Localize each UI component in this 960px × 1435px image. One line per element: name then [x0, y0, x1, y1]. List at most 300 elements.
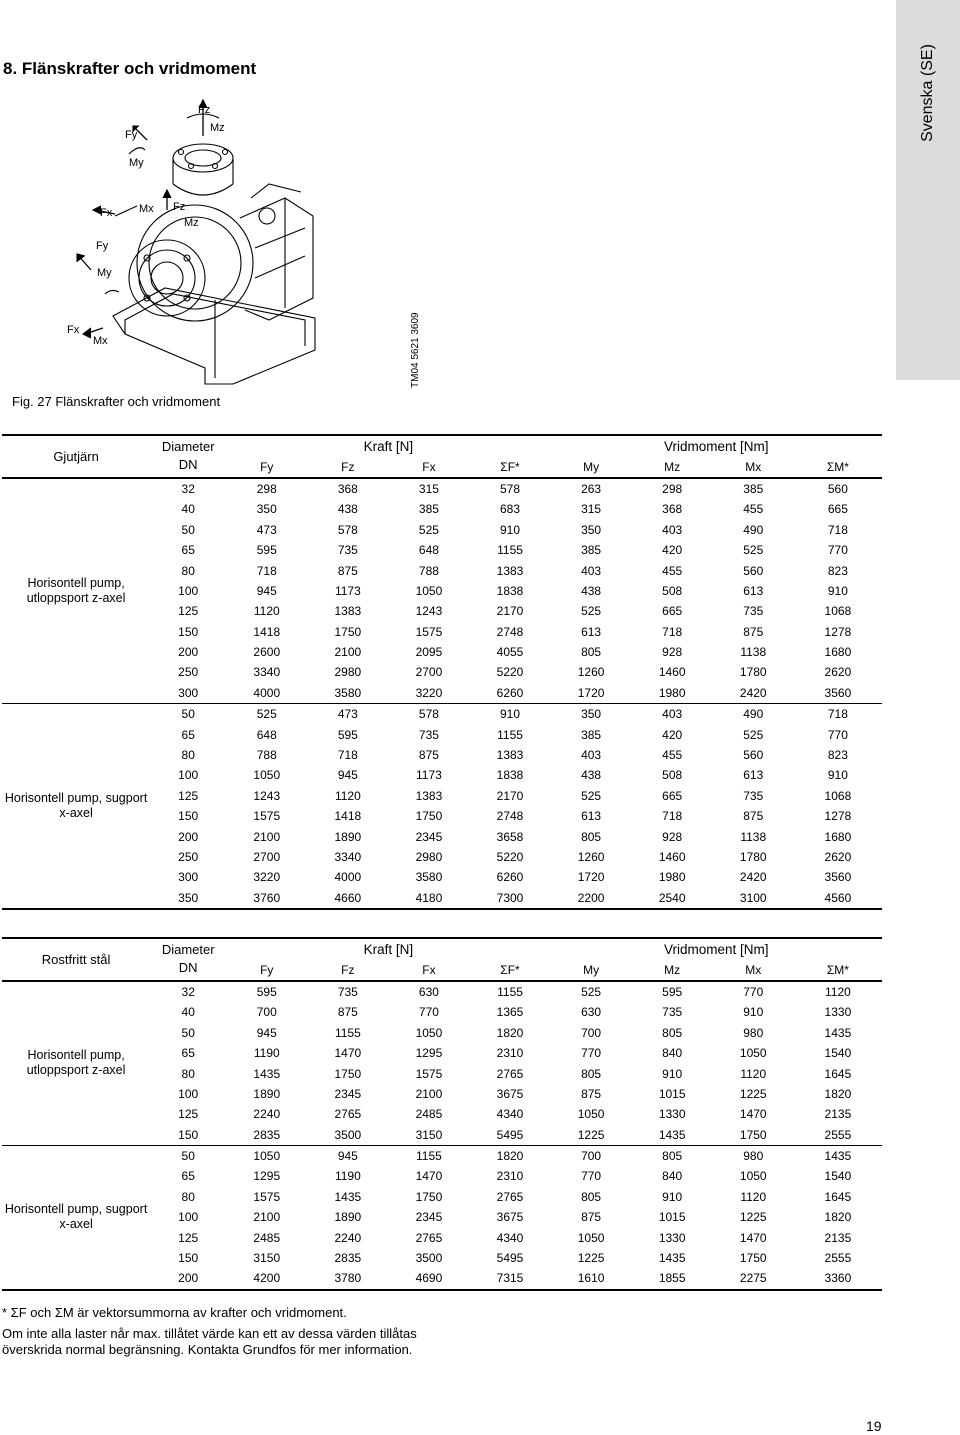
page-number: 19 — [866, 1418, 882, 1434]
value-cell: 4180 — [415, 890, 443, 905]
value-cell: 823 — [827, 748, 848, 763]
value-cell: 403 — [581, 748, 602, 763]
col-sum-m: ΣM* — [826, 962, 849, 977]
value-cell: 875 — [581, 1210, 602, 1225]
dn-cell: 250 — [178, 850, 199, 864]
value-cell: 1750 — [739, 1251, 767, 1266]
value-cell: 455 — [743, 502, 764, 517]
value-cell: 1330 — [824, 1005, 852, 1020]
value-cell: 1190 — [253, 1046, 280, 1061]
value-cell: 683 — [500, 502, 521, 517]
value-cell: 2980 — [415, 850, 443, 864]
value-cell: 2835 — [253, 1127, 281, 1142]
dn-cell: 200 — [178, 1271, 199, 1286]
value-cell: 1838 — [496, 583, 524, 598]
value-cell: 1155 — [416, 1149, 442, 1164]
col-mx: Mx — [745, 459, 762, 474]
value-cell: 1750 — [334, 624, 362, 639]
value-cell: 700 — [581, 1149, 602, 1164]
value-cell: 1435 — [658, 1127, 686, 1142]
value-cell: 1138 — [740, 645, 767, 660]
value-cell: 1750 — [415, 1189, 443, 1204]
dn-label: DN — [178, 960, 198, 976]
value-cell: 2100 — [253, 829, 281, 844]
value-cell: 560 — [743, 748, 764, 763]
value-cell: 1838 — [496, 768, 524, 783]
value-cell: 1435 — [658, 1251, 686, 1266]
value-cell: 525 — [581, 984, 602, 999]
value-cell: 1243 — [253, 788, 281, 803]
section-title: 8. Flänskrafter och vridmoment — [3, 59, 257, 78]
value-cell: 385 — [581, 543, 602, 558]
value-cell: 665 — [662, 604, 683, 619]
value-cell: 385 — [581, 727, 602, 742]
dn-cell: 80 — [181, 1066, 195, 1081]
value-cell: 525 — [743, 727, 764, 742]
value-cell: 840 — [662, 1169, 683, 1184]
value-cell: 2765 — [496, 1189, 524, 1204]
value-cell: 1383 — [496, 748, 524, 763]
value-cell: 613 — [743, 583, 764, 598]
value-cell: 1680 — [824, 829, 852, 844]
value-cell: 3658 — [496, 829, 524, 844]
dn-cell: 200 — [178, 829, 199, 844]
value-cell: 1780 — [739, 665, 767, 680]
suction-flange — [129, 240, 205, 316]
value-cell: 263 — [581, 481, 602, 496]
value-cell: 805 — [581, 829, 602, 844]
value-cell: 1418 — [253, 624, 281, 639]
value-cell: 1155 — [334, 1025, 361, 1040]
value-cell: 1470 — [739, 1230, 767, 1245]
label-mx-mid: Mx — [139, 203, 154, 215]
value-cell: 2555 — [824, 1251, 852, 1266]
value-cell: 438 — [581, 583, 602, 598]
value-cell: 3340 — [334, 850, 362, 864]
value-cell: 823 — [827, 563, 848, 578]
col-sum-f: ΣF* — [500, 459, 520, 474]
value-cell: 648 — [418, 543, 439, 558]
col-sum-f: ΣF* — [500, 962, 520, 977]
dn-cell: 200 — [178, 645, 199, 660]
value-cell: 1138 — [740, 829, 767, 844]
value-cell: 2100 — [334, 645, 362, 660]
value-cell: 1383 — [415, 788, 443, 803]
table-row — [2, 1145, 882, 1166]
value-cell: 735 — [743, 788, 764, 803]
label-mz-mid: Mz — [184, 217, 199, 229]
value-cell: 4000 — [253, 685, 281, 700]
value-cell: 770 — [743, 984, 764, 999]
value-cell: 560 — [743, 563, 764, 578]
dn-cell: 350 — [178, 890, 199, 905]
value-cell: 490 — [743, 707, 764, 722]
value-cell: 700 — [256, 1005, 277, 1020]
value-cell: 525 — [581, 604, 602, 619]
dn-cell: 80 — [181, 1189, 195, 1204]
value-cell: 1575 — [415, 624, 443, 639]
value-cell: 2310 — [496, 1169, 524, 1184]
value-cell: 1820 — [824, 1086, 852, 1101]
value-cell: 3360 — [824, 1271, 852, 1286]
dn-cell: 65 — [181, 1169, 195, 1184]
value-cell: 508 — [662, 768, 683, 783]
value-cell: 1820 — [496, 1149, 524, 1164]
label-my-bot: My — [97, 267, 112, 279]
dn-cell: 80 — [181, 748, 195, 763]
stainless-steel-table — [2, 937, 882, 1291]
dn-cell: 125 — [178, 1107, 199, 1122]
value-cell: 875 — [743, 624, 764, 639]
value-cell: 1575 — [415, 1066, 443, 1081]
value-cell: 3500 — [334, 1127, 362, 1142]
value-cell: 1050 — [739, 1169, 767, 1184]
dn-cell: 40 — [181, 502, 195, 517]
value-cell: 700 — [581, 1025, 602, 1040]
value-cell: 1435 — [253, 1066, 281, 1081]
value-cell: 315 — [581, 502, 602, 517]
label-fx-bot: Fx — [67, 324, 80, 336]
value-cell: 770 — [827, 727, 848, 742]
value-cell: 1470 — [415, 1169, 443, 1184]
value-cell: 1278 — [824, 624, 852, 639]
value-cell: 385 — [418, 502, 439, 517]
value-cell: 5495 — [496, 1127, 524, 1142]
value-cell: 2275 — [739, 1271, 767, 1286]
value-cell: 1278 — [824, 809, 852, 824]
value-cell: 4660 — [334, 890, 362, 905]
value-cell: 2100 — [415, 1086, 443, 1101]
value-cell: 735 — [418, 727, 439, 742]
value-cell: 298 — [662, 481, 683, 496]
value-cell: 3580 — [334, 685, 362, 700]
value-cell: 718 — [337, 748, 358, 763]
value-cell: 1383 — [496, 563, 524, 578]
value-cell: 420 — [662, 543, 683, 558]
value-cell: 945 — [256, 583, 277, 598]
value-cell: 368 — [662, 502, 683, 517]
value-cell: 578 — [418, 707, 439, 722]
value-cell: 2620 — [824, 665, 852, 680]
dn-cell: 80 — [181, 563, 195, 578]
pump-orientation-label: Horisontell pump, utloppsport z-axel — [26, 575, 126, 605]
value-cell: 735 — [743, 604, 764, 619]
value-cell: 350 — [256, 502, 277, 517]
value-cell: 1050 — [577, 1107, 605, 1122]
value-cell: 2135 — [824, 1107, 852, 1122]
value-cell: 770 — [418, 1005, 439, 1020]
footnotes — [2, 1305, 432, 1363]
value-cell: 595 — [256, 543, 277, 558]
value-cell: 1435 — [824, 1149, 852, 1164]
pump-orientation-label: Horisontell pump, sugport x-axel — [2, 704, 150, 909]
figure-caption: Fig. 27 Flänskrafter och vridmoment — [12, 394, 221, 409]
material-header: Gjutjärn — [53, 448, 99, 464]
value-cell: 2620 — [824, 850, 852, 864]
dn-cell: 125 — [178, 788, 199, 803]
col-my: My — [583, 962, 600, 977]
value-cell: 2240 — [253, 1107, 281, 1122]
value-cell: 5220 — [496, 850, 524, 864]
dn-cell: 65 — [181, 1046, 195, 1061]
value-cell: 875 — [337, 1005, 358, 1020]
value-cell: 788 — [256, 748, 277, 763]
pump-orientation-label: Horisontell pump, utloppsport z-axel — [26, 1048, 126, 1078]
value-cell: 2485 — [415, 1107, 443, 1122]
value-cell: 7315 — [496, 1271, 524, 1286]
value-cell: 805 — [581, 645, 602, 660]
value-cell: 1820 — [824, 1210, 852, 1225]
value-cell: 2310 — [496, 1046, 524, 1061]
pump-orientation-label: Horisontell pump, sugport x-axel — [2, 1145, 150, 1289]
value-cell: 1365 — [496, 1005, 524, 1020]
label-mz-top: Mz — [210, 122, 225, 134]
col-fx: Fx — [422, 962, 436, 977]
col-fz: Fz — [341, 962, 355, 977]
moment-group-header: Vridmoment [Nm] — [664, 438, 769, 454]
value-cell: 525 — [581, 788, 602, 803]
value-cell: 1243 — [415, 604, 443, 619]
value-cell: 1050 — [739, 1046, 767, 1061]
value-cell: 473 — [256, 522, 277, 537]
value-cell: 3560 — [824, 870, 852, 885]
value-cell: 613 — [743, 768, 764, 783]
value-cell: 2748 — [496, 624, 524, 639]
value-cell: 3760 — [253, 890, 281, 905]
value-cell: 1050 — [253, 768, 281, 783]
value-cell: 2555 — [824, 1127, 852, 1142]
col-fx: Fx — [422, 459, 436, 474]
value-cell: 2600 — [253, 645, 281, 660]
value-cell: 1260 — [577, 665, 605, 680]
value-cell: 875 — [337, 563, 358, 578]
value-cell: 1155 — [497, 543, 523, 558]
dn-cell: 100 — [178, 583, 199, 598]
value-cell: 735 — [337, 543, 358, 558]
value-cell: 945 — [337, 1149, 358, 1164]
value-cell: 1435 — [824, 1025, 852, 1040]
value-cell: 1460 — [658, 665, 686, 680]
value-cell: 1750 — [739, 1127, 767, 1142]
value-cell: 3675 — [496, 1086, 524, 1101]
value-cell: 4200 — [253, 1271, 281, 1286]
value-cell: 2345 — [415, 829, 443, 844]
value-cell: 2240 — [334, 1230, 362, 1245]
label-fz-top: Fz — [198, 104, 211, 116]
value-cell: 578 — [337, 522, 358, 537]
value-cell: 1295 — [253, 1169, 281, 1184]
value-cell: 2835 — [334, 1251, 362, 1266]
value-cell: 1225 — [577, 1251, 605, 1266]
value-cell: 805 — [662, 1149, 683, 1164]
dn-cell: 150 — [178, 809, 199, 824]
dn-cell: 300 — [178, 685, 199, 700]
value-cell: 1855 — [658, 1271, 686, 1286]
value-cell: 3150 — [253, 1251, 281, 1266]
value-cell: 718 — [662, 624, 683, 639]
value-cell: 455 — [662, 748, 683, 763]
value-cell: 1225 — [739, 1086, 767, 1101]
value-cell: 1260 — [577, 850, 605, 864]
value-cell: 2700 — [415, 665, 443, 680]
value-cell: 2135 — [824, 1230, 852, 1245]
dn-cell: 50 — [181, 1149, 195, 1164]
value-cell: 910 — [500, 522, 521, 537]
col-my: My — [583, 459, 600, 474]
moment-group-header: Vridmoment [Nm] — [664, 941, 769, 957]
value-cell: 1225 — [577, 1127, 605, 1142]
dn-cell: 125 — [178, 1230, 199, 1245]
value-cell: 788 — [418, 563, 439, 578]
value-cell: 980 — [743, 1025, 764, 1040]
force-group-header: Kraft [N] — [363, 941, 414, 957]
value-cell: 1295 — [415, 1046, 443, 1061]
col-fy: Fy — [260, 962, 274, 977]
value-cell: 1645 — [824, 1066, 852, 1081]
value-cell: 665 — [662, 788, 683, 803]
value-cell: 1120 — [824, 984, 851, 999]
dn-cell: 50 — [181, 707, 195, 722]
label-my-top: My — [129, 157, 144, 169]
dn-cell: 50 — [181, 1025, 195, 1040]
col-mx: Mx — [745, 962, 762, 977]
label-fz-mid: Fz — [173, 201, 186, 213]
value-cell: 2748 — [496, 809, 524, 824]
value-cell: 928 — [662, 645, 683, 660]
cast-iron-table — [2, 434, 882, 910]
dn-cell: 250 — [178, 665, 199, 680]
value-cell: 1540 — [824, 1169, 852, 1184]
value-cell: 945 — [256, 1025, 277, 1040]
value-cell: 1890 — [253, 1086, 281, 1101]
dn-cell: 100 — [178, 768, 199, 783]
value-cell: 1720 — [577, 870, 605, 885]
col-mz: Mz — [664, 459, 681, 474]
value-cell: 665 — [827, 502, 848, 517]
value-cell: 525 — [743, 543, 764, 558]
value-cell: 910 — [743, 1005, 764, 1020]
value-cell: 595 — [337, 727, 358, 742]
value-cell: 1890 — [334, 1210, 362, 1225]
value-cell: 5495 — [496, 1251, 524, 1266]
col-sum-m: ΣM* — [826, 459, 849, 474]
value-cell: 3780 — [334, 1271, 362, 1286]
value-cell: 2485 — [253, 1230, 281, 1245]
value-cell: 805 — [662, 1025, 683, 1040]
value-cell: 1820 — [496, 1025, 524, 1040]
value-cell: 2345 — [415, 1210, 443, 1225]
value-cell: 805 — [581, 1189, 602, 1204]
value-cell: 1155 — [497, 727, 523, 742]
value-cell: 2345 — [334, 1086, 362, 1101]
value-cell: 1435 — [334, 1189, 362, 1204]
value-cell: 4340 — [496, 1230, 524, 1245]
value-cell: 490 — [743, 522, 764, 537]
value-cell: 1750 — [415, 809, 443, 824]
value-cell: 1980 — [658, 685, 686, 700]
value-cell: 2420 — [739, 870, 767, 885]
value-cell: 4000 — [334, 870, 362, 885]
value-cell: 2765 — [415, 1230, 443, 1245]
force-group-header: Kraft [N] — [363, 438, 414, 454]
table-row — [2, 704, 882, 725]
dn-cell: 100 — [178, 1086, 199, 1101]
value-cell: 910 — [500, 707, 521, 722]
value-cell: 1610 — [577, 1271, 605, 1286]
value-cell: 1068 — [824, 788, 852, 803]
value-cell: 770 — [827, 543, 848, 558]
value-cell: 910 — [662, 1066, 683, 1081]
value-cell: 3340 — [253, 665, 281, 680]
value-cell: 2420 — [739, 685, 767, 700]
value-cell: 630 — [418, 984, 439, 999]
value-cell: 368 — [337, 481, 358, 496]
value-cell: 2200 — [577, 890, 605, 905]
value-cell: 1120 — [334, 788, 361, 803]
value-cell: 718 — [662, 809, 683, 824]
value-cell: 648 — [256, 727, 277, 742]
value-cell: 3580 — [415, 870, 443, 885]
value-cell: 350 — [581, 707, 602, 722]
value-cell: 4560 — [824, 890, 852, 905]
dn-cell: 32 — [181, 481, 195, 496]
value-cell: 3675 — [496, 1210, 524, 1225]
dn-cell: 40 — [181, 1005, 195, 1020]
value-cell: 3500 — [415, 1251, 443, 1266]
value-cell: 928 — [662, 829, 683, 844]
value-cell: 1890 — [334, 829, 362, 844]
value-cell: 2980 — [334, 665, 362, 680]
value-cell: 4690 — [415, 1271, 443, 1286]
value-cell: 910 — [827, 583, 848, 598]
value-cell: 560 — [827, 481, 848, 496]
value-cell: 350 — [581, 522, 602, 537]
value-cell: 438 — [581, 768, 602, 783]
value-cell: 735 — [662, 1005, 683, 1020]
value-cell: 525 — [256, 707, 277, 722]
diameter-label: Diameter — [161, 942, 215, 958]
value-cell: 3560 — [824, 685, 852, 700]
col-fy: Fy — [260, 459, 274, 474]
value-cell: 1068 — [824, 604, 852, 619]
diameter-header — [150, 938, 226, 981]
value-cell: 595 — [256, 984, 277, 999]
value-cell: 6260 — [496, 685, 524, 700]
material-header: Rostfritt stål — [41, 951, 111, 967]
value-cell: 875 — [581, 1086, 602, 1101]
value-cell: 1155 — [497, 984, 523, 999]
value-cell: 2540 — [658, 890, 686, 905]
value-cell: 718 — [256, 563, 277, 578]
value-cell: 3220 — [253, 870, 281, 885]
value-cell: 1173 — [416, 768, 442, 783]
value-cell: 1980 — [658, 870, 686, 885]
footnote-vector-sum: * ΣF och ΣM är vektorsummorna av krafter och vridmoment. — [2, 1305, 347, 1320]
value-cell: 455 — [662, 563, 683, 578]
value-cell: 6260 — [496, 870, 524, 885]
value-cell: 1460 — [658, 850, 686, 864]
value-cell: 1575 — [253, 809, 281, 824]
value-cell: 2765 — [334, 1107, 362, 1122]
value-cell: 3150 — [415, 1127, 443, 1142]
value-cell: 1015 — [658, 1086, 686, 1101]
value-cell: 718 — [827, 707, 848, 722]
dn-cell: 300 — [178, 870, 199, 885]
value-cell: 1050 — [415, 583, 443, 598]
value-cell: 508 — [662, 583, 683, 598]
dn-cell: 125 — [178, 604, 199, 619]
value-cell: 1470 — [739, 1107, 767, 1122]
